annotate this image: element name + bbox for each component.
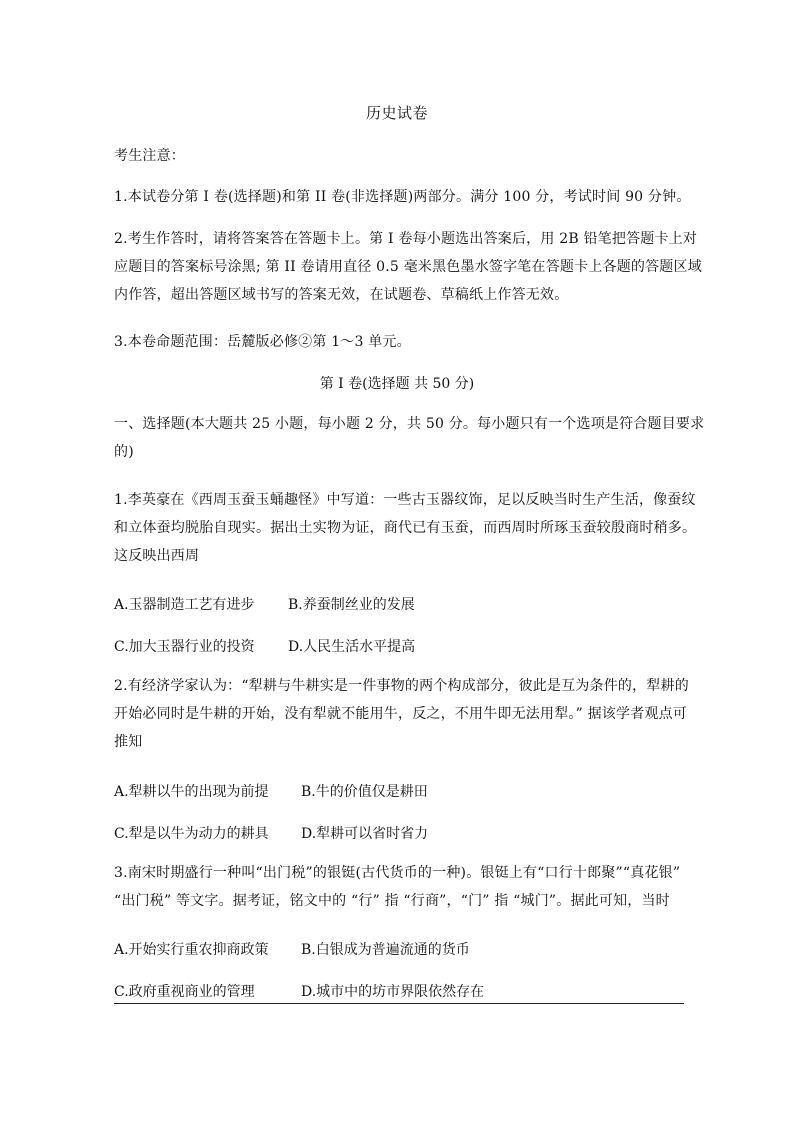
instruction-line: 的) xyxy=(114,444,134,460)
question-3-stem xyxy=(114,859,684,915)
notice-line: 1.本试卷分第 I 卷(选择题)和第 II 卷(非选择题)两部分。满分 100 分，考试时间 90 分钟。 xyxy=(114,189,691,205)
option-d: D.人民生活水平提高 xyxy=(288,639,416,655)
question-1-options-row-2 xyxy=(114,636,415,656)
question-line: 推知 xyxy=(114,734,143,750)
notice-heading xyxy=(114,142,684,170)
notice-line: 2.考生作答时，请将答案答在答题卡上。第 I 卷每小题选出答案后，用 2B 铅笔把答题卡上对 xyxy=(114,231,698,247)
notice-line: 应题目的答案标号涂黑; 第 II 卷请用直径 0.5 毫米黑色墨水签字笔在答题卡上各题的答题区域 xyxy=(114,259,702,275)
part-one-instructions xyxy=(114,410,705,466)
question-2-stem xyxy=(114,672,689,756)
question-line: 3.南宋时期盛行一种叫“出门税”的银铤(古代货币的一种)。银铤上有“口行十郎聚”“真花银” xyxy=(114,865,681,881)
question-line: 2.有经济学家认为：“犁耕与牛耕实是一件事物的两个构成部分，彼此是互为条件的，犁耕的 xyxy=(114,678,689,694)
option-d: D.犁耕可以省时省力 xyxy=(301,826,429,842)
option-c: C.政府重视商业的管理 xyxy=(114,984,255,1000)
notice-2 xyxy=(114,225,702,309)
question-line: 和立体蚕均脱胎自现实。据出土实物为证，商代已有玉蚕，而西周时所琢玉蚕较殷商时稍多。 xyxy=(114,520,697,536)
instruction-line: 一、选择题(本大题共 25 小题，每小题 2 分，共 50 分。每小题只有一个选项是符合题目要求 xyxy=(114,416,705,432)
question-1-options-row-1 xyxy=(114,594,415,614)
option-b: B.牛的价值仅是耕田 xyxy=(301,784,428,800)
option-b: B.白银成为普遍流通的货币 xyxy=(301,942,470,958)
option-c: C.加大玉器行业的投资 xyxy=(114,639,255,655)
option-a: A.玉器制造工艺有进步 xyxy=(114,597,255,613)
question-line: “出门税” 等文字。据考证，铭文中的 “行” 指 “行商”，“门” 指 “城门”。据此可知，当时 xyxy=(114,893,670,909)
question-3-options-row-2 xyxy=(114,981,484,1001)
page-title: 历史试卷 xyxy=(365,104,428,122)
option-c: C.犁是以牛为动力的耕具 xyxy=(114,826,269,842)
notice-heading-text: 考生注意： xyxy=(114,148,185,164)
question-line: 开始必同时是牛耕的开始，没有犁就不能用牛，反之，不用牛即无法用犁。” 据该学者观点可 xyxy=(114,706,688,722)
option-a: A.开始实行重农抑商政策 xyxy=(114,942,269,958)
option-d: D.城市中的坊市界限依然存在 xyxy=(301,984,485,1000)
question-1-stem xyxy=(114,486,697,570)
notice-line: 3.本卷命题范围：岳麓版必修②第 1～3 单元。 xyxy=(114,334,411,350)
question-line: 1.李英豪在《西周玉蚕玉蛹趣怪》中写道：一些古玉器纹饰，足以反映当时生产生活，像蚕纹 xyxy=(114,492,696,508)
option-a: A.犁耕以牛的出现为前提 xyxy=(114,784,269,800)
notice-1 xyxy=(114,183,691,211)
question-line: 这反映出西周 xyxy=(114,548,200,564)
notice-3 xyxy=(114,328,684,356)
question-2-options-row-1 xyxy=(114,781,428,801)
section-title: 第 I 卷(选择题 共 50 分) xyxy=(319,376,475,392)
option-b: B.养蚕制丝业的发展 xyxy=(288,597,415,613)
question-2-options-row-2 xyxy=(114,823,428,843)
notice-line: 内作答，超出答题区域书写的答案无效，在试题卷、草稿纸上作答无效。 xyxy=(114,287,569,303)
question-3-options-row-1 xyxy=(114,939,470,959)
page-bottom-rule xyxy=(114,1003,684,1004)
